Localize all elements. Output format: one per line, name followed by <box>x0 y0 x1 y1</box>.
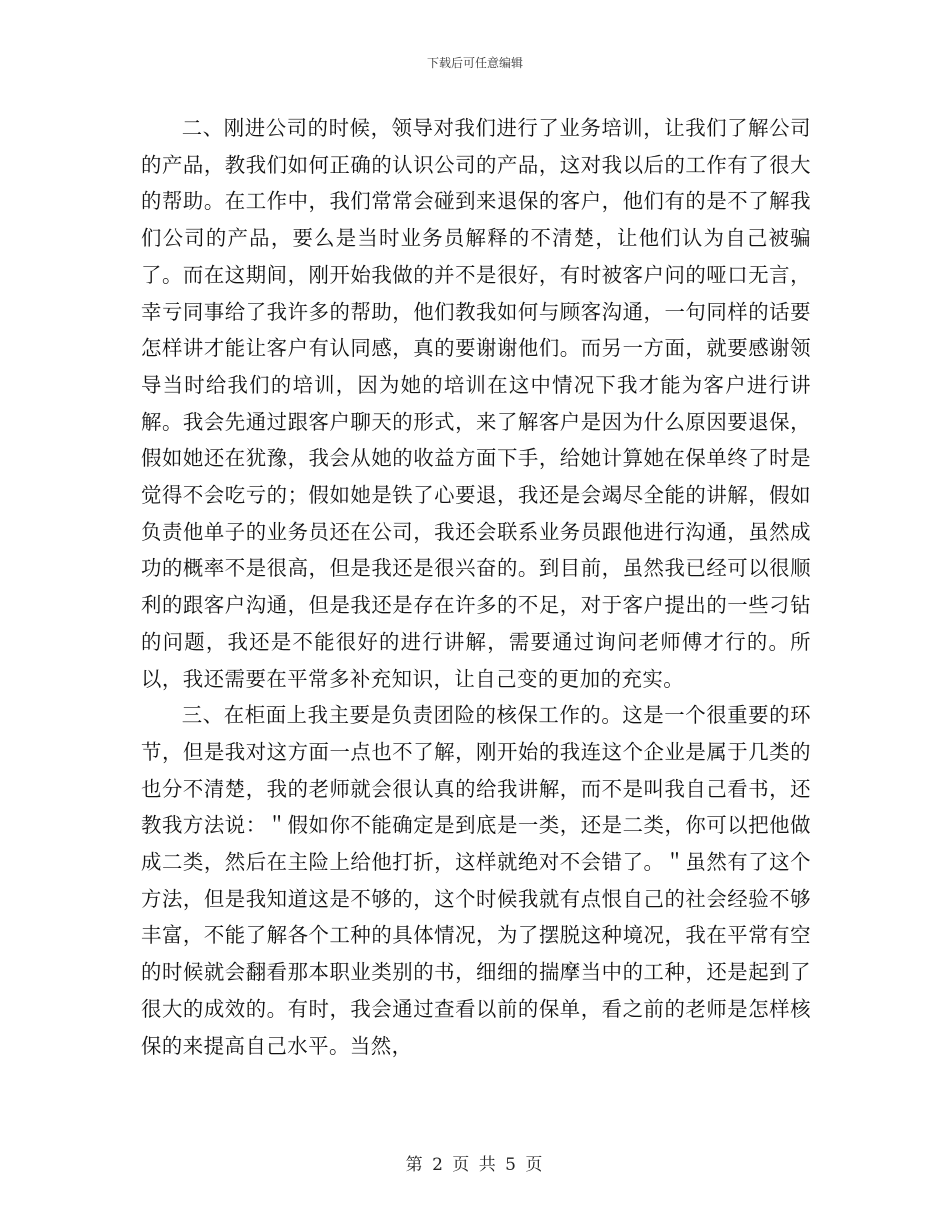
paragraph-section-three: 三、在柜面上我主要是负责团险的核保工作的。这是一个很重要的环节，但是我对这方面一点也不了解，刚开始的我连这个企业是属于几类的也分不清楚，我的老师就会很认真的给我讲解，而不是叫我自己看书，还教我方法说：＂假如你不能确定是到底是一类，还是二类，你可以把他做成二类，然后在主险上给他打折，这样就绝对不会错了。＂虽然有了这个方法，但是我知道这是不够的，这个时候我就有点恨自己的社会经验不够丰富，不能了解各个工种的具体情况，为了摆脱这种境况，我在平常有空的时候就会翻看那本职业类别的书，细细的揣摩当中的工种，还是起到了很大的成效的。有时，我会通过查看以前的保单，看之前的老师是怎样核保的来提高自己水平。当然， <box>141 703 811 1058</box>
page-number-footer: 第 2 页 共 5 页 <box>405 1155 545 1175</box>
document-body <box>141 110 811 1064</box>
paragraph-section-two: 二、刚进公司的时候，领导对我们进行了业务培训，让我们了解公司的产品，教我们如何正确的认识公司的产品，这对我以后的工作有了很大的帮助。在工作中，我们常常会碰到来退保的客户，他们有的是不了解我们公司的产品，要么是当时业务员解释的不清楚，让他们认为自己被骗了。而在这期间，刚开始我做的并不是很好，有时被客户问的哑口无言，幸亏同事给了我许多的帮助，他们教我如何与顾客沟通，一句同样的话要怎样讲才能让客户有认同感，真的要谢谢他们。而另一方面，就要感谢领导当时给我们的培训，因为她的培训在这中情况下我才能为客户进行讲解。我会先通过跟客户聊天的形式，来了解客户是因为什么原因要退保，假如她还在犹豫，我会从她的收益方面下手，给她计算她在保单终了时是觉得不会吃亏的；假如她是铁了心要退，我还是会竭尽全能的讲解，假如负责他单子的业务员还在公司，我还会联系业务员跟他进行沟通，虽然成功的概率不是很高，但是我还是很兴奋的。到目前，虽然我已经可以很顺利的跟客户沟通，但是我还是存在许多的不足，对于客户提出的一些刁钻的问题，我还是不能很好的进行讲解，需要通过询问老师傅才行的。所以，我还需要在平常多补充知识，让自己变的更加的充实。 <box>141 116 811 691</box>
header-note: 下载后可任意编辑 <box>426 56 523 70</box>
